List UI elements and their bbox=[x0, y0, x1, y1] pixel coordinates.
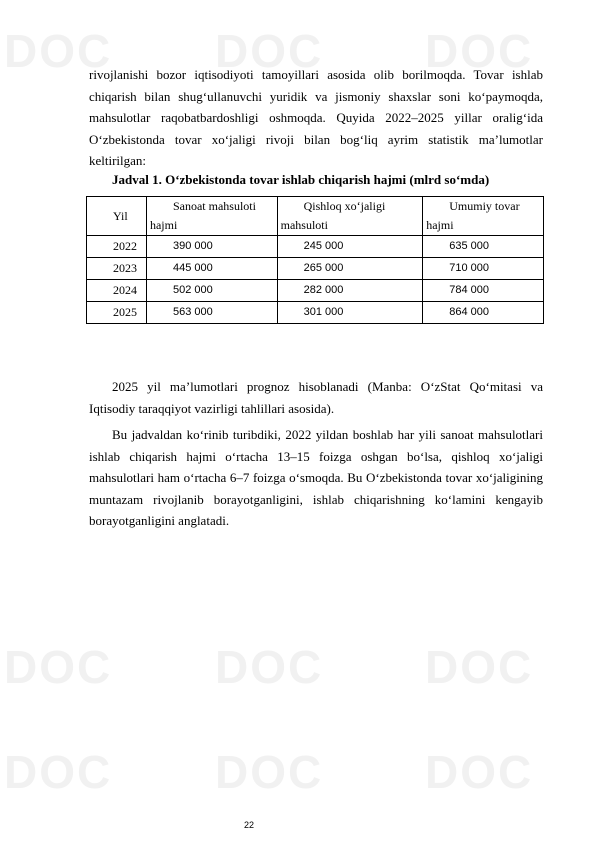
cell-total: 784 000 bbox=[423, 280, 544, 302]
header-industry bbox=[146, 197, 277, 236]
header-industry-label: Sanoat mahsuloti hajmi bbox=[149, 199, 256, 232]
table-caption: Jadval 1. O‘zbekistonda tovar ishlab chiqarish hajmi (mlrd so‘mda) bbox=[112, 172, 490, 187]
cell-industry: 563 000 bbox=[146, 302, 277, 324]
watermark-text: DOC bbox=[4, 746, 113, 798]
header-total bbox=[423, 197, 544, 236]
cell-year: 2023 bbox=[87, 258, 147, 280]
watermark-text: DOC bbox=[215, 641, 324, 693]
cell-year: 2022 bbox=[87, 236, 147, 258]
paragraph-note: 2025 yil ma’lumotlari prognoz hisoblanadi (Manba: O‘zStat Qo‘mitasi va Iqtisodiy taraqqiyot vazirligi tahlillari asosida). bbox=[89, 379, 543, 416]
cell-industry: 445 000 bbox=[146, 258, 277, 280]
cell-agriculture: 282 000 bbox=[277, 280, 423, 302]
cell-industry: 502 000 bbox=[146, 280, 277, 302]
cell-industry: 390 000 bbox=[146, 236, 277, 258]
cell-agriculture: 301 000 bbox=[277, 302, 423, 324]
cell-agriculture: 265 000 bbox=[277, 258, 423, 280]
cell-total: 864 000 bbox=[423, 302, 544, 324]
table-row bbox=[87, 236, 544, 258]
watermark-text: DOC bbox=[425, 641, 534, 693]
watermark-text: DOC bbox=[425, 746, 534, 798]
page-number: 22 bbox=[244, 820, 255, 830]
watermark-text: DOC bbox=[215, 25, 324, 77]
table-header-row bbox=[87, 197, 544, 236]
cell-total: 635 000 bbox=[423, 236, 544, 258]
cell-total: 710 000 bbox=[423, 258, 544, 280]
header-year: Yil bbox=[87, 197, 147, 236]
cell-year: 2025 bbox=[87, 302, 147, 324]
watermark-text: DOC bbox=[215, 746, 324, 798]
table-row bbox=[87, 280, 544, 302]
watermark-text: DOC bbox=[425, 25, 534, 77]
header-agriculture-label: Qishloq xo‘jaligi mahsuloti bbox=[280, 199, 386, 232]
production-table bbox=[86, 196, 544, 324]
paragraph-intro: rivojlanishi bozor iqtisodiyoti tamoyillari asosida olib borilmoqda. Tovar ishlab chiqarish bilan shug‘ullanuvchi yuridik va jismoniy shaxslar soni ko‘paymoqda, mahsulotlar raqobatbardoshligi oshmoqda. Quyida 2022–2025 yillar oralig‘ida O‘zbekistonda tovar xo‘jaligi rivoji bilan bog‘liq ayrim statistik ma’lumotlar keltirilgan: bbox=[89, 67, 543, 168]
table-row bbox=[87, 258, 544, 280]
header-agriculture bbox=[277, 197, 423, 236]
watermark-text: DOC bbox=[4, 641, 113, 693]
table-row bbox=[87, 302, 544, 324]
cell-year: 2024 bbox=[87, 280, 147, 302]
paragraph-analysis: Bu jadvaldan ko‘rinib turibdiki, 2022 yildan boshlab har yili sanoat mahsulotlari ishlab chiqarish hajmi o‘rtacha 13–15 foizga oshgan bo‘lsa, qishloq xo‘jaligi mahsulotlari ham o‘rtacha 6–7 foizga o‘smoqda. Bu O‘zbekistonda tovar xo‘jaligining muntazam rivojlanib borayotganligini, ishlab chiqarishning ko‘lamini kengayib borayotganligini anglatadi. bbox=[89, 427, 543, 528]
header-total-label: Umumiy tovar hajmi bbox=[426, 199, 520, 232]
watermark-text: DOC bbox=[4, 25, 113, 77]
cell-agriculture: 245 000 bbox=[277, 236, 423, 258]
